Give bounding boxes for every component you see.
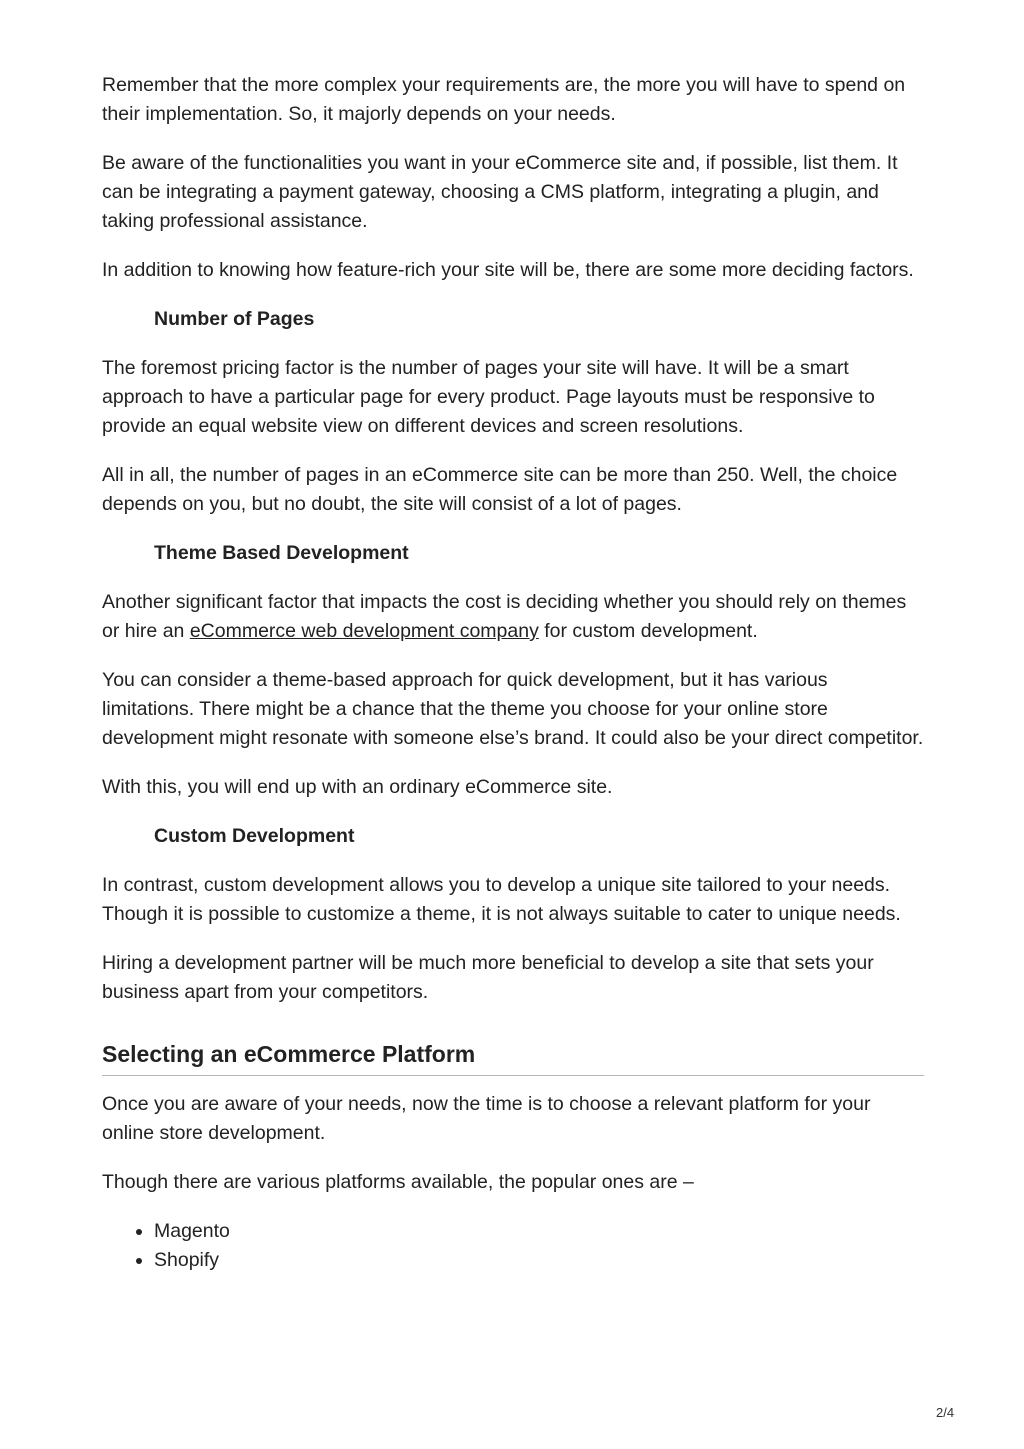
paragraph-development-partner: Hiring a development partner will be much more beneficial to develop a site that sets your business apart from your competitors.: [102, 952, 874, 1003]
subheading-custom-development: Custom Development: [154, 825, 355, 847]
paragraph-custom-development: In contrast, custom development allows you to develop a unique site tailored to your needs. Though it is possible to customize a theme, it is not always suitable to cater to unique needs.: [102, 874, 901, 925]
paragraph-ordinary-site: With this, you will end up with an ordinary eCommerce site.: [102, 776, 613, 798]
list-item: • Magento: [154, 1217, 924, 1246]
subheading-number-of-pages: Number of Pages: [154, 308, 315, 330]
paragraph-choose-platform: Once you are aware of your needs, now the time is to choose a relevant platform for your online store development.: [102, 1093, 871, 1144]
paragraph-popular-platforms: Though there are various platforms available, the popular ones are –: [102, 1171, 694, 1193]
paragraph-themes-vs-custom: [102, 588, 924, 646]
paragraph-deciding-factors: In addition to knowing how feature-rich your site will be, there are some more deciding factors.: [102, 259, 914, 281]
ecommerce-company-link[interactable]: eCommerce web development company: [189, 620, 539, 642]
section-title-platform: Selecting an eCommerce Platform: [102, 1039, 924, 1076]
page-number: 2/4: [936, 1405, 955, 1420]
subheading-theme-based-development: Theme Based Development: [154, 542, 409, 564]
list-item: • Shopify: [154, 1246, 924, 1275]
paragraph-requirements: Remember that the more complex your requirements are, the more you will have to spend on their implementation. So, it majorly depends on your needs.: [102, 74, 906, 125]
paragraph-text-before-link: Another significant factor that impacts the cost is deciding whether you should rely on themes or hire an: [102, 591, 907, 642]
paragraph-functionalities: Be aware of the functionalities you want in your eCommerce site and, if possible, list them. It can be integrating a payment gateway, choosing a CMS platform, integrating a plugin, and taking professional assistance.: [102, 152, 898, 232]
paragraph-pricing-factor: The foremost pricing factor is the number of pages your site will have. It will be a smart approach to have a particular page for every product. Page layouts must be responsive to provide an equal website view on different devices and screen resolutions.: [102, 357, 875, 437]
platform-list: [102, 1217, 924, 1275]
paragraph-text-after-link: for custom development.: [538, 620, 758, 642]
paragraph-theme-limitations: You can consider a theme-based approach for quick development, but it has various limitations. There might be a chance that the theme you choose for your online store development might resonate with someone else’s brand. It could also be your direct competitor.: [102, 669, 924, 749]
document-body: [102, 71, 924, 1275]
paragraph-page-count: All in all, the number of pages in an eCommerce site can be more than 250. Well, the choice depends on you, but no doubt, the site will consist of a lot of pages.: [102, 464, 898, 515]
